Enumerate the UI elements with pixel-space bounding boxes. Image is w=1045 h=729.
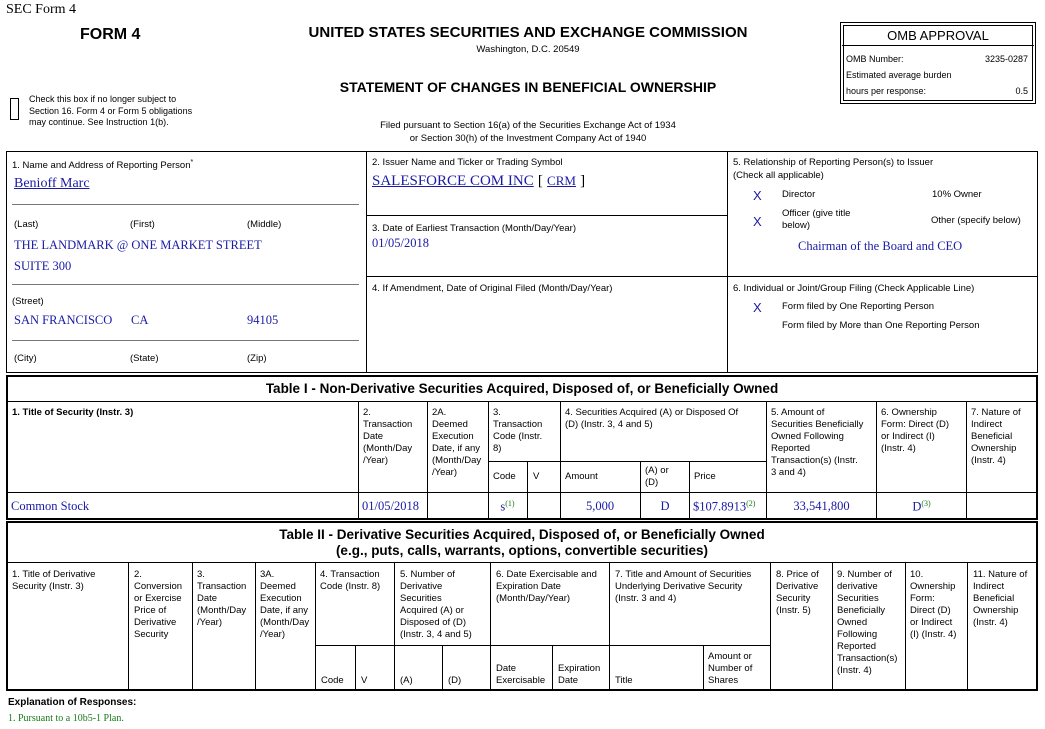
table2-title: Table II - Derivative Securities Acquired, Disposed of, or Beneficially Owned (e.g., puts, calls, warrants, options, convertible securities): [279, 527, 765, 558]
more-persons-label: Form filed by More than One Reporting Person: [782, 320, 980, 331]
omb-number-label: OMB Number:: [846, 54, 904, 64]
t2-col-ownership-form: 10. Ownership Form: Direct (D) or Indirect (I) (Instr. 4): [910, 569, 957, 640]
explanation-note-1: 1. Pursuant to a 10b5-1 Plan.: [8, 713, 124, 724]
t2-col-date: 3. Transaction Date (Month/Day /Year): [197, 569, 247, 628]
officer-title-value: Chairman of the Board and CEO: [798, 239, 963, 253]
director-label: Director: [782, 189, 816, 200]
ticker-link[interactable]: CRM: [547, 173, 576, 188]
t2-sub-d: (D): [448, 675, 462, 686]
earliest-date-value: 01/05/2018: [372, 236, 429, 250]
t1-col-title: 1. Title of Security (Instr. 3): [12, 407, 134, 418]
relationship-label: 5. Relationship of Reporting Person(s) to Issuer: [733, 157, 934, 168]
t1-sub-price: Price: [694, 471, 716, 482]
omb-hours-value: 0.5: [1015, 86, 1028, 96]
t2-col-deemed: 3A. Deemed Execution Date, if any (Month/Day /Year): [260, 569, 310, 640]
t2-sub-amount: Amount or Number of Shares: [708, 651, 753, 686]
t2-col-underlying: 7. Title and Amount of Securities Underlying Derivative Security (Instr. 3 and 4): [615, 569, 752, 604]
sec-form-label: SEC Form 4: [6, 2, 77, 17]
t2-sub-code: Code: [321, 675, 344, 686]
zip-label: (Zip): [247, 353, 267, 364]
t1-sub-amount: Amount: [565, 471, 598, 482]
one-person-label: Form filed by One Reporting Person: [782, 301, 935, 312]
zip-value: 94105: [247, 313, 279, 327]
t2-col-price: 8. Price of Derivative Security (Instr. 5): [776, 569, 819, 616]
t1-row-date: 01/05/2018: [362, 499, 419, 513]
t1-col-securities: 4. Securities Acquired (A) or Disposed Of (D) (Instr. 3, 4 and 5): [565, 407, 739, 430]
agency-title: UNITED STATES SECURITIES AND EXCHANGE COMMISSION: [308, 24, 748, 41]
director-check-mark[interactable]: X: [753, 188, 762, 203]
filing-label: 6. Individual or Joint/Group Filing (Check Applicable Line): [733, 283, 975, 294]
address-line2: SUITE 300: [14, 259, 72, 273]
middle-label: (Middle): [247, 219, 282, 230]
one-person-check-mark[interactable]: X: [753, 300, 762, 315]
t1-sub-v: V: [533, 471, 540, 482]
reporting-person-name-link[interactable]: Benioff Marc: [14, 176, 90, 191]
t1-sub-ad: (A) or (D): [645, 465, 669, 488]
t2-sub-a: (A): [400, 675, 413, 686]
t2-sub-exercisable: Date Exercisable: [496, 663, 546, 686]
t2-col-number: 5. Number of Derivative Securities Acquired (A) or Disposed of (D) (Instr. 3, 4 and 5): [400, 569, 472, 640]
t2-sub-title: Title: [615, 675, 633, 686]
t2-col-conversion: 2. Conversion or Exercise Price of Derivative Security: [134, 569, 183, 640]
t1-col-ownership-form: 6. Ownership Form: Direct (D) or Indirect (I) (Instr. 4): [881, 407, 950, 454]
address-line1: THE LANDMARK @ ONE MARKET STREET: [14, 238, 262, 252]
state-value: CA: [131, 313, 149, 327]
table1-title: Table I - Non-Derivative Securities Acquired, Disposed of, or Beneficially Owned: [265, 381, 779, 396]
omb-hours-label: hours per response:: [846, 86, 927, 96]
t2-col-title: 1. Title of Derivative Security (Instr. 3): [12, 569, 96, 592]
reporting-person-label: 1. Name and Address of Reporting Person*: [12, 159, 194, 172]
officer-label: Officer (give title below): [782, 208, 851, 231]
t1-sub-code: Code: [493, 471, 516, 482]
t1-row-ad: D: [660, 499, 670, 513]
footnote-1-link[interactable]: (1): [505, 499, 515, 508]
t2-sub-v: V: [361, 675, 368, 686]
relationship-sublabel: (Check all applicable): [733, 170, 824, 181]
t1-row-amount: 5,000: [585, 499, 615, 513]
city-value: SAN FRANCISCO: [14, 313, 113, 327]
agency-location: Washington, D.C. 20549: [476, 44, 580, 55]
statement-title: STATEMENT OF CHANGES IN BENEFICIAL OWNERSHIP: [339, 79, 717, 95]
last-label: (Last): [14, 219, 39, 230]
city-label: (City): [14, 353, 37, 364]
filed-pursuant-line2: or Section 30(h) of the Investment Company Act of 1940: [409, 133, 647, 144]
omb-title: OMB APPROVAL: [887, 28, 989, 43]
first-label: (First): [130, 219, 155, 230]
filed-pursuant-line1: Filed pursuant to Section 16(a) of the Securities Exchange Act of 1934: [380, 120, 676, 131]
t1-row-form: D$^{(3)}$: [912, 499, 931, 514]
issuer-name-link[interactable]: SALESFORCE COM INC: [372, 173, 534, 189]
ten-pct-owner-label: 10% Owner: [932, 189, 982, 200]
t1-row-price: $107.8913$^{(2)}$: [693, 499, 756, 514]
issuer-label: 2. Issuer Name and Ticker or Trading Symbol: [372, 157, 563, 168]
footnote-2-link[interactable]: (2): [746, 499, 756, 508]
t1-col-date: 2. Transaction Date (Month/Day /Year): [363, 407, 413, 466]
t1-row-title: Common Stock: [11, 499, 90, 513]
officer-check-mark[interactable]: X: [753, 214, 762, 229]
t1-row-code: s$^{(1)}$: [500, 499, 515, 514]
issuer-name: SALESFORCE COM INC [ CRM ]: [372, 173, 586, 189]
no-longer-subject-checkbox[interactable]: [10, 98, 19, 120]
t2-col-number-owned: 9. Number of derivative Securities Beneficially Owned Following Reported Transaction(s) (Instr. 4): [837, 569, 898, 676]
t1-col-code: 3. Transaction Code (Instr. 8): [493, 407, 543, 454]
t1-col-amount-owned: 5. Amount of Securities Beneficially Owned Following Reported Transaction(s) (Instr. 3 and 4): [771, 407, 864, 478]
t2-sub-expiration: Expiration Date: [558, 663, 601, 686]
footnote-3-link[interactable]: (3): [921, 499, 931, 508]
form-title: FORM 4: [80, 26, 141, 43]
explanation-title: Explanation of Responses:: [8, 697, 137, 708]
t1-col-deemed: 2A. Deemed Execution Date, if any (Month/Day /Year): [432, 407, 482, 478]
other-label: Other (specify below): [931, 215, 1021, 226]
t2-col-code: 4. Transaction Code (Instr. 8): [320, 569, 381, 592]
t2-col-exercisable: 6. Date Exercisable and Expiration Date (Month/Day/Year): [496, 569, 597, 604]
street-label: (Street): [12, 296, 44, 307]
amendment-label: 4. If Amendment, Date of Original Filed (Month/Day/Year): [372, 283, 613, 294]
earliest-date-label: 3. Date of Earliest Transaction (Month/Day/Year): [372, 223, 576, 234]
state-label: (State): [130, 353, 159, 364]
omb-burden-label: Estimated average burden: [846, 70, 952, 80]
t1-col-nature: 7. Nature of Indirect Beneficial Ownership (Instr. 4): [971, 407, 1021, 466]
omb-number-value: 3235-0287: [984, 54, 1028, 64]
t1-row-owned: 33,541,800: [793, 499, 850, 513]
t2-col-nature: 11. Nature of Indirect Beneficial Ownership (Instr. 4): [973, 569, 1028, 628]
checkbox-instruction: Check this box if no longer subject to Section 16. Form 4 or Form 5 obligations may continue. See Instruction 1(b).: [29, 94, 193, 127]
